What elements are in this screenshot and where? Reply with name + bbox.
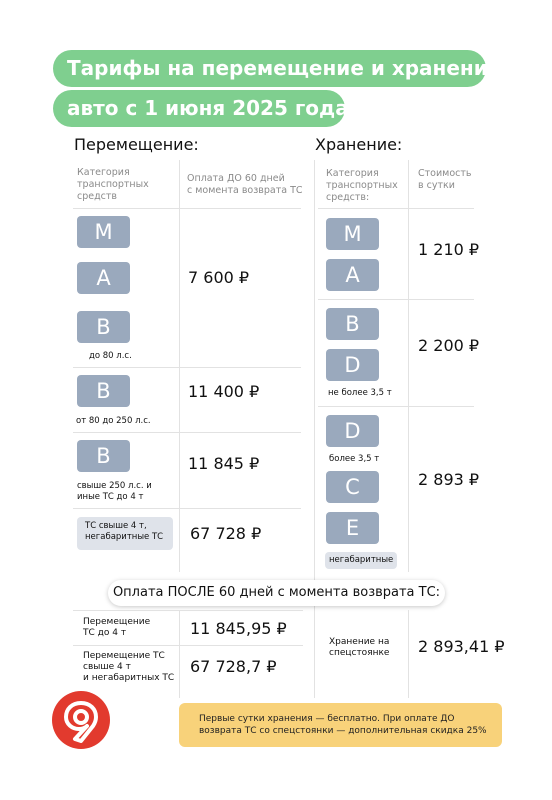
section-divider [314,160,315,698]
category-note: более 3,5 т [329,454,380,464]
category-badge-c: C [326,471,379,503]
category-badge-a: A [77,262,130,294]
divider [73,508,301,509]
oversize-chip: ТС свыше 4 т, негабаритные ТС [77,517,173,550]
info-line: Первые сутки хранения — бесплатно. При оплате ДО [199,714,455,724]
category-note: не более 3,5 т [328,388,392,398]
category-badge-b: B [77,311,130,343]
category-badge-e: E [326,512,379,544]
storage-heading: Хранение: [315,135,403,154]
category-badge-b: B [326,308,379,340]
after60-storage-price: 2 893,41 ₽ [418,637,505,656]
transport-column-divider [179,160,180,572]
category-badge-m: M [77,216,130,248]
transport-column-divider [179,610,180,698]
category-note: до 80 л.с. [89,351,132,361]
after60-transport-row-label: Перемещение ТС до 4 т [83,617,151,638]
info-line: возврата ТС со спецстоянки — дополнительная скидка 25% [199,726,487,736]
storage-col-cost-header: Стоимость в сутки [418,168,472,191]
transport-heading: Перемещение: [74,135,199,154]
transport-price: 11 400 ₽ [188,382,260,401]
category-badge-b: B [77,440,130,472]
transport-col-payment-header: Оплата ДО 60 дней с момента возврата ТС [187,173,303,196]
oversize-chip: негабаритные [325,552,397,569]
transport-price: 11 845 ₽ [188,454,260,473]
title-line-2: авто с 1 июня 2025 года [53,90,345,127]
transport-price: 67 728 ₽ [190,524,262,543]
divider [73,208,301,209]
divider [73,645,303,646]
info-box [179,703,502,747]
storage-price: 2 200 ₽ [418,336,480,355]
after-60-days-label: Оплата ПОСЛЕ 60 дней с момента возврата ТС: [108,580,445,606]
category-badge-b: B [77,375,130,407]
category-badge-m: M [326,218,379,250]
storage-price: 1 210 ₽ [418,240,480,259]
after60-transport-row-label: Перемещение ТС свыше 4 т и негабаритных ТС [83,651,175,683]
divider [73,432,301,433]
moscow-transport-logo-icon [51,690,111,750]
divider [318,208,474,209]
category-badge-d: D [326,415,379,447]
storage-column-divider [408,610,409,698]
title-line-1: Тарифы на перемещение и хранение [53,50,486,87]
divider [318,299,474,300]
transport-col-category-header: Категория транспортных средств [77,167,149,202]
after60-storage-row-label: Хранение на спецстоянке [329,637,390,658]
after60-transport-price: 11 845,95 ₽ [190,619,287,638]
category-badge-d: D [326,349,379,381]
transport-price: 7 600 ₽ [188,268,250,287]
after60-transport-price: 67 728,7 ₽ [190,657,277,676]
storage-price: 2 893 ₽ [418,470,480,489]
storage-column-divider [408,160,409,572]
category-badge-a: A [326,259,379,291]
category-note: свыше 250 л.с. и иные ТС до 4 т [77,481,152,502]
divider [73,610,303,611]
category-note: от 80 до 250 л.с. [76,416,151,426]
divider [318,406,474,407]
divider [73,367,301,368]
storage-col-category-header: Категория транспортных средств: [326,168,398,203]
